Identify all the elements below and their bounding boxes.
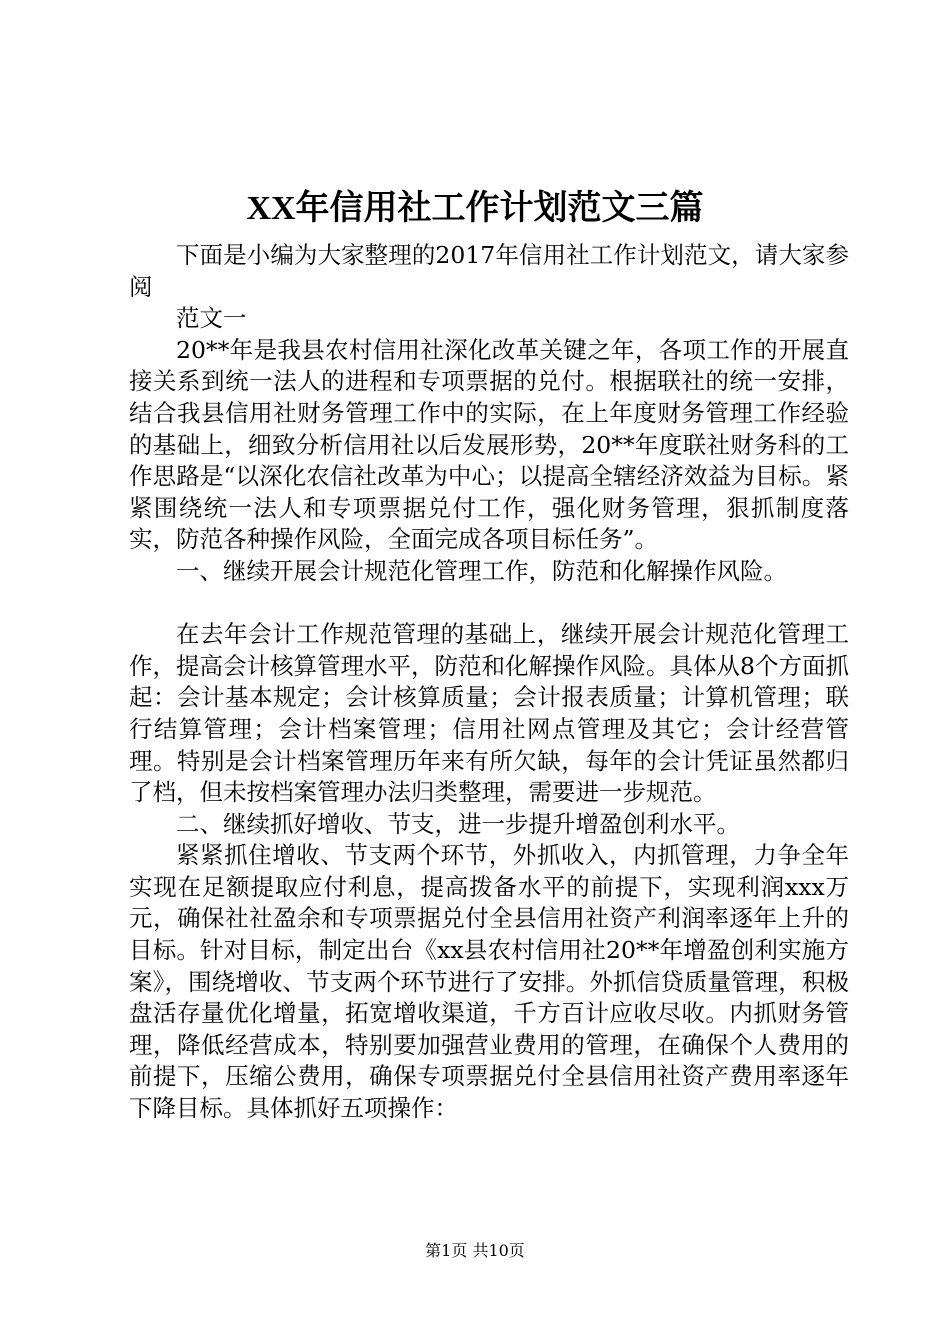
document-title: XX年信用社工作计划范文三篇 — [246, 190, 704, 227]
body-paragraph: 在去年会计工作规范管理的基础上，继续开展会计规范化管理工作，提高会计核算管理水平，防范和化解操作风险。具体从8个方面抓起：会计基本规定；会计核算质量；会计报表质量；计算机管理；联行结算管理；会计档案管理；信用社网点管理及其它；会计经营管理。特别是会计档案管理历年来有所欠缺，每年的会计凭证虽然都归了档，但未按档案管理办法归类整理，需要进一步规范。 — [129, 620, 849, 807]
body-paragraph: 紧紧抓住增收、节支两个环节，外抓收入，内抓管理，力争全年实现在足额提取应付利息，提高拨备水平的前提下，实现利润xxx万元，确保社社盈余和专项票据兑付全县信用社资产利润率逐年上升的目标。针对目标，制定出台《xx县农村信用社20**年增盈创利实施方案》，围绕增收、节支两个环节进行了安排。外抓信贷质量管理，积极盘活存量优化增量，拓宽增收渠道，千方百计应收尽收。内抓财务管理，降低经营成本，特别要加强营业费用的管理，在确保个人费用的前提下，压缩公费用，确保专项票据兑付全县信用社资产费用率逐年下降目标。具体抓好五项操作： — [129, 841, 849, 1123]
intro-paragraph: 下面是小编为大家整理的2017年信用社工作计划范文，请大家参阅 — [129, 241, 849, 301]
section-heading: 一、继续开展会计规范化管理工作，防范和化解操作风险。 — [176, 556, 787, 585]
page-footer: 第1页 共10页 — [425, 1241, 525, 1260]
section-label: 范文一 — [176, 304, 247, 333]
document-body — [129, 240, 849, 1125]
section-heading: 二、继续抓好增收、节支，进一步提升增盈创利水平。 — [176, 809, 740, 838]
body-paragraph: 20**年是我县农村信用社深化改革关键之年，各项工作的开展直接关系到统一法人的进程和专项票据的兑付。根据联社的统一安排，结合我县信用社财务管理工作中的实际，在上年度财务管理工作经验的基础上，细致分析信用社以后发展形势，20**年度联社财务科的工作思路是“以深化农信社改革为中心；以提高全辖经济效益为目标。紧紧围绕统一法人和专项票据兑付工作，强化财务管理，狠抓制度落实，防范各种操作风险，全面完成各项目标任务”。 — [129, 335, 849, 554]
